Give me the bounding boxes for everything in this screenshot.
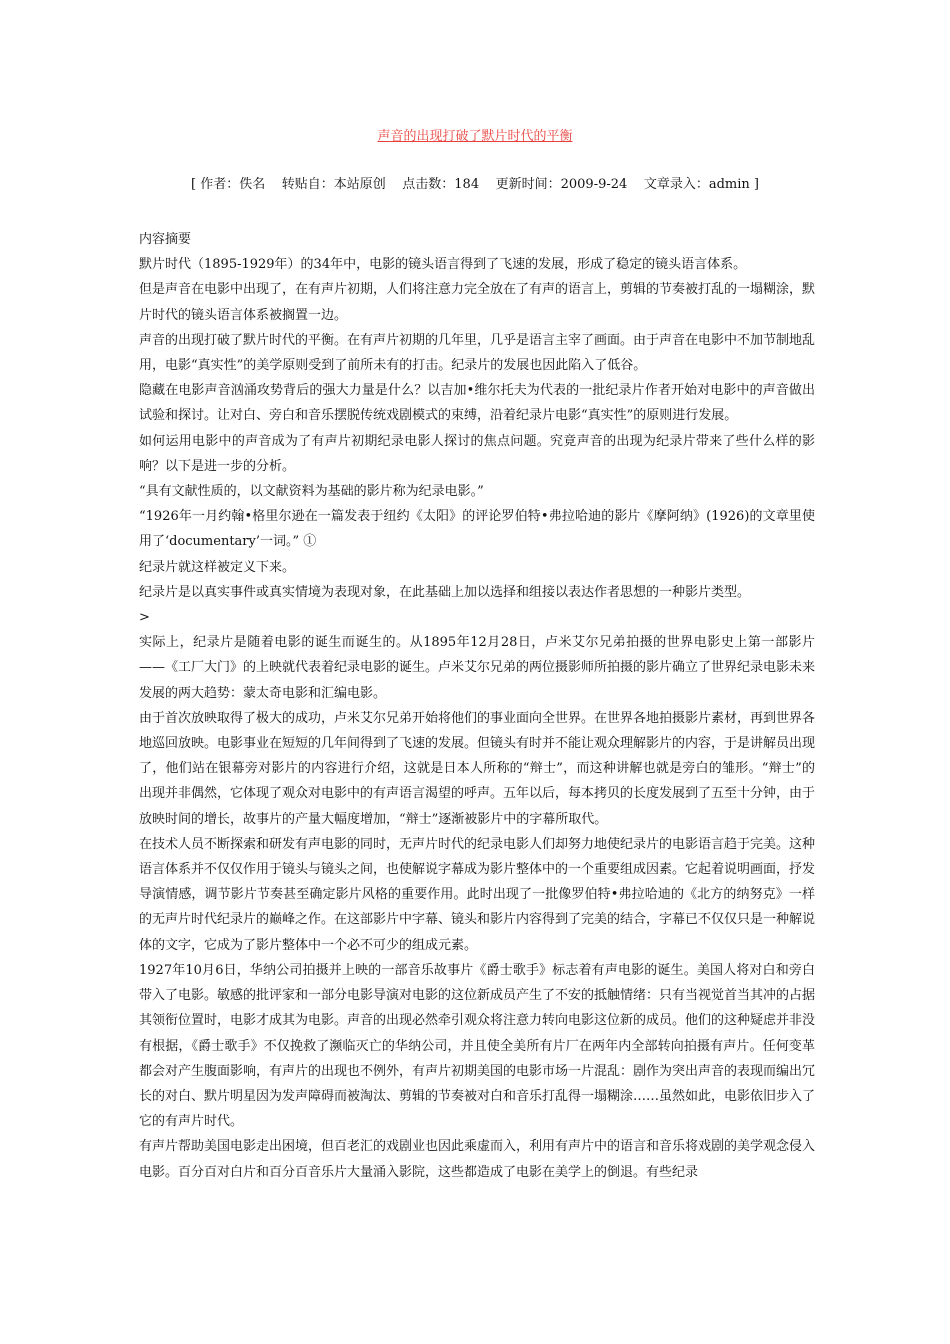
stray-symbol: > (139, 610, 150, 626)
paragraph: 纪录片就这样被定义下来。 (139, 559, 296, 575)
section-heading-summary: 内容摘要 (139, 232, 192, 247)
article-title-link[interactable]: 声音的出现打破了默片时代的平衡 (377, 129, 573, 144)
article-body (139, 227, 815, 1185)
paragraph: 但是声音在电影中出现了，在有声片初期，人们将注意力完全放在了有声的语言上，剪辑的节奏被打乱的一塌糊涂，默片时代的镜头语言体系被搁置一边。 (139, 282, 816, 323)
quote-paragraph: “1926年一月约翰•格里尔逊在一篇发表于纽约《太阳》的评论罗伯特•弗拉哈迪的影片《摩阿纳》(1926)的文章里使用了‘documentary’一词。” ① (139, 509, 815, 550)
paragraph: 默片时代（1895-1929年）的34年中，电影的镜头语言得到了飞速的发展，形成了稳定的镜头语言体系。 (139, 257, 747, 273)
quote-paragraph: “具有文献性质的，以文献资料为基础的影片称为纪录电影。” (139, 484, 484, 500)
paragraph: 纪录片是以真实事件或真实情境为表现对象，在此基础上加以选择和组接以表达作者思想的一种影片类型。 (139, 584, 751, 600)
paragraph: 有声片帮助美国电影走出困境，但百老汇的戏剧业也因此乘虚而入，利用有声片中的语言和音乐将戏剧的美学观念侵入电影。百分百对白片和百分百音乐片大量涌入影院，这些都造成了电影在美学上的倒退。有些纪录 (139, 1139, 816, 1180)
paragraph: 隐藏在电影声音汹涌攻势背后的强大力量是什么？以吉加•维尔托夫为代表的一批纪录片作者开始对电影中的声音做出试验和探讨。让对白、旁白和音乐摆脱传统戏剧模式的束缚，沿着纪录片电影“真实性”的原则进行发展。 (139, 383, 815, 424)
paragraph: 1927年10月6日，华纳公司拍摄并上映的一部音乐故事片《爵士歌手》标志着有声电影的诞生。美国人将对白和旁白带入了电影。敏感的批评家和一部分电影导演对电影的这位新成员产生了不安的抵触情绪：只有当视觉首当其冲的占据其领衔位置时，电影才成其为电影。声音的出现必然牵引观众将注意力转向电影这位新的成员。他们的这种疑虑并非没有根据，《爵士歌手》不仅挽救了濒临灭亡的华纳公司，并且使全美所有片厂在两年内全部转向拍摄有声片。任何变革都会对产生腹面影响，有声片的出现也不例外，有声片初期美国的电影市场一片混乱：剧作为突出声音的表现而编出冗长的对白、默片明星因为发声障碍而被淘汰、剪辑的节奏被对白和音乐打乱得一塌糊涂……虽然如此，电影依旧步入了它的有声片时代。 (139, 962, 816, 1130)
paragraph: 如何运用电影中的声音成为了有声片初期纪录电影人探讨的焦点问题。究竟声音的出现为纪录片带来了些什么样的影响？以下是进一步的分析。 (139, 433, 815, 474)
paragraph: 实际上，纪录片是随着电影的诞生而诞生的。从1895年12月28日，卢米艾尔兄弟拍摄的世界电影史上第一部影片——《工厂大门》的上映就代表着纪录电影的诞生。卢米艾尔兄弟的两位摄影师所拍摄的影片确立了世界纪录电影未来发展的两大趋势：蒙太奇电影和汇编电影。 (139, 635, 816, 701)
article-meta-info: [ 作者：佚名 转贴自：本站原创 点击数：184 更新时间：2009-9-24 文章录入：admin ] (191, 177, 759, 192)
paragraph: 在技术人员不断探索和研发有声电影的同时，无声片时代的纪录电影人们却努力地使纪录片的电影语言趋于完美。这种语言体系并不仅仅作用于镜头与镜头之间，也使解说字幕成为影片整体中的一个重要组成因素。它起着说明画面，抒发导演情感，调节影片节奏甚至确定影片风格的重要作用。此时出现了一批像罗伯特•弗拉哈迪的《北方的纳努克》一样的无声片时代纪录片的巅峰之作。在这部影片中字幕、镜头和影片内容得到了完美的结合，字幕已不仅仅只是一种解说体的文字，它成为了影片整体中一个必不可少的组成元素。 (139, 836, 816, 953)
paragraph: 由于首次放映取得了极大的成功，卢米艾尔兄弟开始将他们的事业面向全世界。在世界各地拍摄影片素材，再到世界各地巡回放映。电影事业在短短的几年间得到了飞速的发展。但镜头有时并不能让观众理解影片的内容，于是讲解员出现了，他们站在银幕旁对影片的内容进行介绍，这就是日本人所称的“辩士”，而这种讲解也就是旁白的雏形。“辩士”的出现并非偶然，它体现了观众对电影中的有声语言渴望的呼声。五年以后，每本拷贝的长度发展到了五至十分钟，由于放映时间的增长，故事片的产量大幅度增加，“辩士”逐渐被影片中的字幕所取代。 (139, 710, 816, 827)
paragraph: 声音的出现打破了默片时代的平衡。在有声片初期的几年里，几乎是语言主宰了画面。由于声音在电影中不加节制地乱用，电影“真实性”的美学原则受到了前所未有的打击。纪录片的发展也因此陷入了低谷。 (139, 332, 816, 374)
